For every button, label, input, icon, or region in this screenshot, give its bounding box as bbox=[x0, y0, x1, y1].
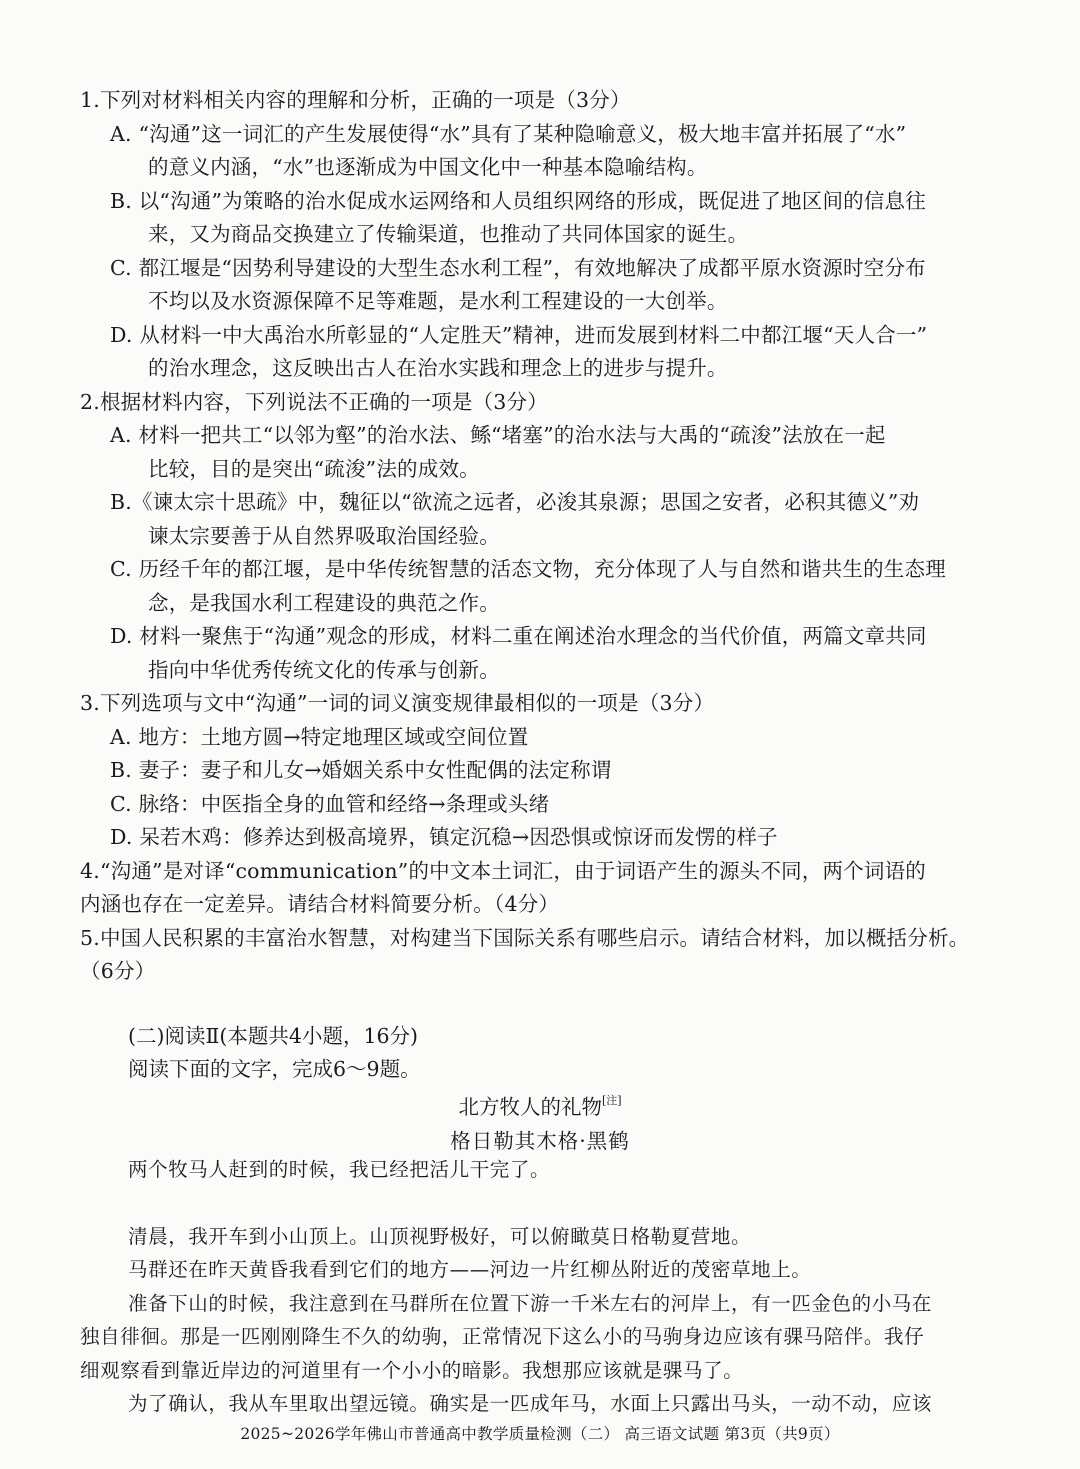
paragraph-gap bbox=[80, 1187, 1010, 1220]
q1-option-a-cont: 的意义内涵，“水”也逐渐成为中国文化中一种基本隐喻结构。 bbox=[148, 155, 708, 179]
q1-option-b-cont: 来，又为商品交换建立了传输渠道，也推动了共同体国家的诞生。 bbox=[148, 222, 749, 246]
question-list bbox=[80, 84, 1010, 989]
q1-option-c-cont: 不均以及水资源保障不足等难题，是水利工程建设的一大创举。 bbox=[148, 289, 728, 313]
q1-option-d: D. 从材料一中大禹治水所彰显的“人定胜天”精神，进而发展到材料二中都江堰“天人合一” bbox=[110, 322, 928, 347]
q3-option-c: C. 脉络：中医指全身的血管和经络→条理或头绪 bbox=[110, 791, 550, 816]
page-footer: 2025~2026学年佛山市普通高中教学质量检测（二） 高三语文试题 第3页（共9页） bbox=[240, 1425, 840, 1443]
story-title: 北方牧人的礼物[注] bbox=[458, 1094, 622, 1119]
question-3-stem: 3.下列选项与文中“沟通”一词的词义演变规律最相似的一项是（3分） bbox=[80, 691, 715, 715]
story-author: 格日勒其木格·黑鹤 bbox=[450, 1129, 630, 1153]
section-heading: (二)阅读Ⅱ(本题共4小题，16分) bbox=[128, 1024, 419, 1048]
story-paragraph: 两个牧马人赶到的时候，我已经把活儿干完了。 bbox=[128, 1158, 551, 1181]
q2-option-c: C. 历经千年的都江堰，是中华传统智慧的活态文物，充分体现了人与自然和谐共生的生态理 bbox=[110, 557, 946, 581]
q2-option-d: D. 材料一聚焦于“沟通”观念的形成，材料二重在阐述治水理念的当代价值，两篇文章共同 bbox=[110, 624, 927, 648]
q1-option-c: C. 都江堰是“因势利导建设的大型生态水利工程”，有效地解决了成都平原水资源时空分布 bbox=[110, 255, 926, 280]
q3-option-b: B. 妻子：妻子和儿女→婚姻关系中女性配偶的法定称谓 bbox=[110, 758, 612, 782]
story-paragraph: 准备下山的时候，我注意到在马群所在位置下游一千米左右的河岸上，有一匹金色的小马在 bbox=[128, 1291, 933, 1315]
question-5-stem: 5.中国人民积累的丰富治水智慧，对构建当下国际关系有哪些启示。请结合材料，加以概括分析。 bbox=[80, 925, 970, 950]
title-note-marker: [注] bbox=[601, 1094, 622, 1107]
q2-option-a-cont: 比较，目的是突出“疏浚”法的成效。 bbox=[148, 456, 480, 481]
q2-option-a: A. 材料一把共工“以邻为壑”的治水法、鲧“堵塞”的治水法与大禹的“疏浚”法放在一起 bbox=[110, 423, 886, 447]
story-paragraph-cont: 独自徘徊。那是一匹刚刚降生不久的幼驹，正常情况下这么小的马驹身边应该有骒马陪伴。我仔 bbox=[80, 1325, 925, 1348]
q1-option-b: B. 以“沟通”为策略的治水促成水运网络和人员组织网络的形成，既促进了地区间的信息往 bbox=[110, 188, 926, 213]
q1-option-a: A. “沟通”这一词汇的产生发展使得“水”具有了某种隐喻意义，极大地丰富并拓展了“水” bbox=[110, 121, 907, 146]
question-4-stem-cont: 内涵也存在一定差异。请结合材料简要分析。（4分） bbox=[80, 892, 560, 916]
question-1-stem: 1.下列对材料相关内容的理解和分析，正确的一项是（3分） bbox=[80, 88, 631, 112]
story-paragraph: 为了确认，我从车里取出望远镜。确实是一匹成年马，水面上只露出马头，一动不动，应该 bbox=[128, 1392, 933, 1415]
reading-section-header bbox=[128, 1020, 1008, 1086]
story-paragraph: 清晨，我开车到小山顶上。山顶视野极好，可以俯瞰莫日格勒夏营地。 bbox=[128, 1224, 752, 1248]
question-5-stem-cont: （6分） bbox=[80, 959, 156, 983]
q2-option-b-cont: 谏太宗要善于从自然界吸取治国经验。 bbox=[148, 523, 500, 548]
story-paragraph: 马群还在昨天黄昏我看到它们的地方——河边一片红柳丛附近的茂密草地上。 bbox=[128, 1258, 812, 1281]
section-instruction: 阅读下面的文字，完成6～9题。 bbox=[128, 1057, 421, 1081]
story-paragraph-cont: 细观察看到靠近岸边的河道里有一个小小的暗影。我想那应该就是骒马了。 bbox=[80, 1358, 744, 1382]
q2-option-d-cont: 指向中华优秀传统文化的传承与创新。 bbox=[148, 657, 500, 682]
q2-option-b: B.《谏太宗十思疏》中，魏征以“欲流之远者，必浚其泉源；思国之安者，必积其德义”劝 bbox=[110, 490, 920, 514]
q1-option-d-cont: 的治水理念，这反映出古人在治水实践和理念上的进步与提升。 bbox=[148, 356, 728, 380]
story-body bbox=[80, 1153, 1010, 1421]
question-2-stem: 2.根据材料内容，下列说法不正确的一项是（3分） bbox=[80, 389, 548, 414]
q2-option-c-cont: 念，是我国水利工程建设的典范之作。 bbox=[148, 590, 500, 615]
q3-option-a: A. 地方：土地方圆→特定地理区域或空间位置 bbox=[110, 724, 529, 749]
q3-option-d: D. 呆若木鸡：修养达到极高境界，镇定沉稳→因恐惧或惊讶而发愣的样子 bbox=[110, 825, 778, 849]
question-4-stem: 4.“沟通”是对译“communication”的中文本土词汇，由于词语产生的源头不同，两个词语的 bbox=[80, 858, 926, 883]
